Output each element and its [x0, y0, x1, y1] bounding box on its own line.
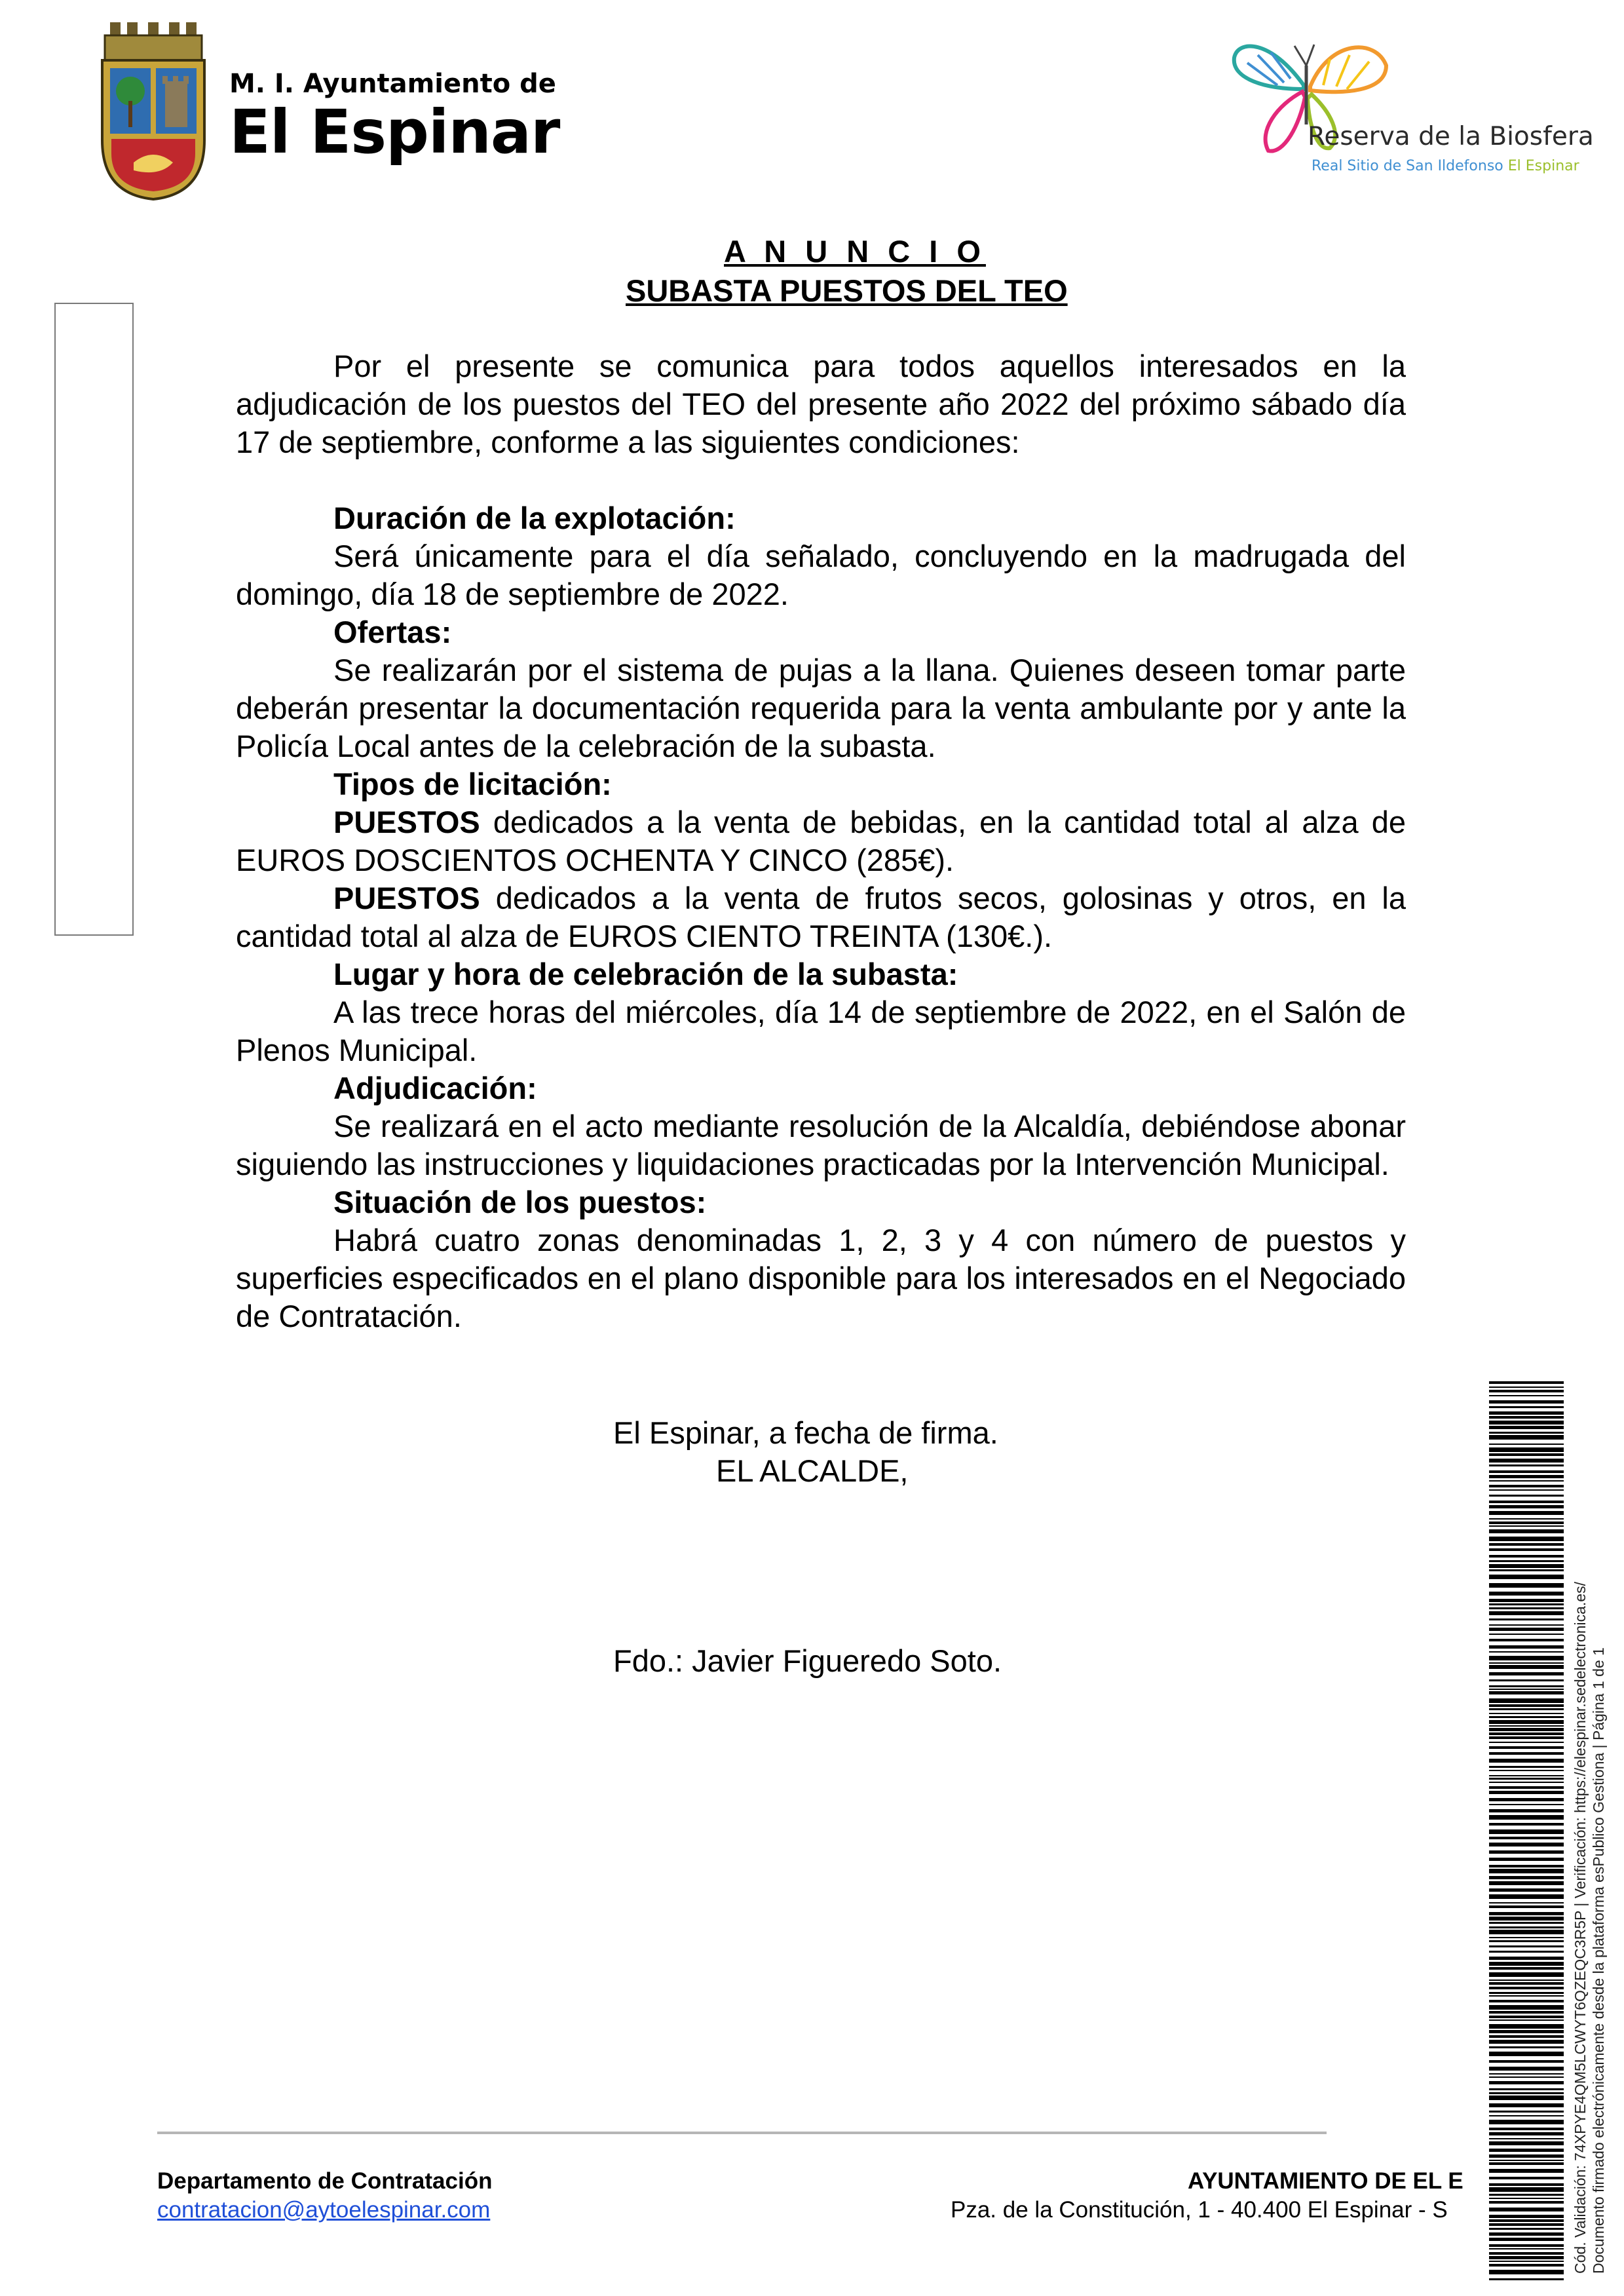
barcode-bar — [1489, 1759, 1564, 1763]
municipality-name — [229, 68, 559, 165]
barcode-bar — [1489, 2201, 1564, 2204]
barcode-bar — [1489, 1485, 1564, 1487]
adjudicacion-heading: Adjudicación: — [333, 1071, 537, 1105]
barcode-bar — [1489, 1525, 1564, 1527]
tipos-2-text: dedicados a la venta de frutos secos, golosinas y otros, en la cantidad total al alza de EUROS CIENTO TREINTA (130€.). — [236, 881, 1406, 953]
barcode-bar — [1489, 2160, 1564, 2161]
barcode-bar — [1489, 1967, 1564, 1970]
barcode-bar — [1489, 1720, 1564, 1724]
barcode-bar — [1489, 1962, 1564, 1966]
document-subtitle: SUBASTA PUESTOS DEL TEO — [626, 273, 1068, 308]
barcode-bar — [1489, 1791, 1564, 1794]
situacion-heading: Situación de los puestos: — [333, 1185, 707, 1219]
barcode-bar — [1489, 1770, 1564, 1771]
barcode-bar — [1489, 1850, 1564, 1854]
barcode-bar — [1489, 1902, 1564, 1904]
barcode-bar — [1489, 2111, 1564, 2113]
barcode-bar — [1489, 1453, 1564, 1456]
situacion-paragraph: Habrá cuatro zonas denominadas 1, 2, 3 y 4 con número de puestos y superficies especificados en el plano disponible para los interesados en el Negociado de Contratación. — [236, 1223, 1406, 1333]
barcode-bar — [1489, 2244, 1564, 2247]
signature-line: Fdo.: Javier Figueredo Soto. — [613, 1643, 1002, 1678]
barcode-icon — [1489, 1381, 1564, 2280]
ofertas-paragraph: Se realizarán por el sistema de pujas a la llana. Quienes deseen tomar parte deberán presentar la documentación requerida para la venta ambulante por y ante la Policía Local antes de la celebración de la subasta. — [236, 653, 1406, 763]
barcode-bar — [1489, 2149, 1564, 2152]
barcode-bar — [1489, 1809, 1564, 1812]
barcode-bar — [1489, 1742, 1564, 1743]
barcode-bar — [1489, 1495, 1564, 1497]
barcode-bar — [1489, 1672, 1564, 1675]
barcode-bar — [1489, 1583, 1564, 1588]
barcode-bar — [1489, 2232, 1564, 2236]
barcode-bar — [1489, 2154, 1564, 2158]
footer-department: Departamento de Contratación — [157, 2168, 493, 2194]
barcode-bar — [1489, 1411, 1564, 1415]
barcode-bar — [1489, 1869, 1564, 1873]
barcode-bar — [1489, 2088, 1564, 2090]
barcode-bar — [1489, 2024, 1564, 2029]
barcode-bar — [1489, 1708, 1564, 1710]
barcode-bar — [1489, 1917, 1564, 1921]
barcode-bar — [1489, 1992, 1564, 1994]
barcode-bar — [1489, 2138, 1564, 2139]
barcode-bar — [1489, 1548, 1564, 1551]
barcode-bar — [1489, 1470, 1564, 1473]
barcode-bar — [1489, 2162, 1564, 2165]
barcode-bar — [1489, 1725, 1564, 1727]
barcode-bar — [1489, 1628, 1564, 1631]
verification-line1: Cód. Validación: 74XPYE4QM5LCWYT6QZEQC3R5P | Verificación: https://elespinar.sedelectronica.es/ — [1572, 1582, 1589, 2274]
barcode-bar — [1489, 1435, 1564, 1440]
barcode-bar — [1489, 1930, 1564, 1934]
barcode-bar — [1489, 2128, 1564, 2130]
barcode-bar — [1489, 1432, 1564, 1434]
barcode-bar — [1489, 1529, 1564, 1533]
barcode-bar — [1489, 1685, 1564, 1687]
barcode-bar — [1489, 2219, 1564, 2222]
barcode-bar — [1489, 1823, 1564, 1826]
barcode-bar — [1489, 2103, 1564, 2107]
barcode-bar — [1489, 1829, 1564, 1834]
barcode-bar — [1489, 2005, 1564, 2010]
barcode-bar — [1489, 1922, 1564, 1924]
barcode-bar — [1489, 1537, 1564, 1541]
barcode-bar — [1489, 1611, 1564, 1615]
signer-role: EL ALCALDE, — [716, 1453, 909, 1488]
barcode-bar — [1489, 2183, 1564, 2186]
barcode-bar — [1489, 1381, 1564, 1384]
barcode-bar — [1489, 1444, 1564, 1445]
barcode-bar — [1489, 1607, 1564, 1609]
barcode-bar — [1489, 1713, 1564, 1714]
barcode-bar — [1489, 1980, 1564, 1981]
barcode-bar — [1489, 2169, 1564, 2173]
barcode-bar — [1489, 1951, 1564, 1953]
barcode-bar — [1489, 1569, 1564, 1571]
barcode-bar — [1489, 1651, 1564, 1653]
barcode-bar — [1489, 1798, 1564, 1801]
barcode-bar — [1489, 1645, 1564, 1649]
barcode-bar — [1489, 1815, 1564, 1820]
barcode-bar — [1489, 2278, 1564, 2280]
barcode-bar — [1489, 2115, 1564, 2116]
barcode-bar — [1489, 1698, 1564, 1703]
barcode-bar — [1489, 2177, 1564, 2179]
tipos-heading: Tipos de licitación: — [333, 767, 612, 801]
barcode-bar — [1489, 1543, 1564, 1546]
barcode-bar — [1489, 1480, 1564, 1482]
barcode-bar — [1489, 1689, 1564, 1690]
barcode-bar — [1489, 2073, 1564, 2075]
tipos-1-bold: PUESTOS — [333, 805, 480, 839]
barcode-bar — [1489, 1782, 1564, 1783]
barcode-bar — [1489, 2194, 1564, 2196]
barcode-bar — [1489, 1732, 1564, 1735]
barcode-bar — [1489, 2208, 1564, 2211]
barcode-bar — [1489, 1395, 1564, 1396]
barcode-bar — [1489, 2076, 1564, 2078]
barcode-bar — [1489, 1957, 1564, 1960]
tipos-2-bold: PUESTOS — [333, 881, 480, 915]
barcode-bar — [1489, 1489, 1564, 1491]
tipos-1-text: dedicados a la venta de bebidas, en la cantidad total al alza de EUROS DOSCIENTOS OCHENTA Y CINCO (285€). — [236, 805, 1406, 877]
barcode-bar — [1489, 1804, 1564, 1805]
lugar-heading: Lugar y hora de celebración de la subasta: — [333, 957, 958, 991]
barcode-bar — [1489, 2256, 1564, 2259]
barcode-bar — [1489, 2187, 1564, 2192]
barcode-bar — [1489, 1752, 1564, 1755]
barcode-bar — [1489, 1728, 1564, 1731]
barcode-bar — [1489, 1459, 1564, 1463]
barcode-bar — [1489, 1400, 1564, 1404]
barcode-bar — [1489, 2248, 1564, 2249]
barcode-bar — [1489, 1511, 1564, 1515]
barcode-bar — [1489, 1995, 1564, 1997]
barcode-bar — [1489, 2011, 1564, 2014]
barcode-bar — [1489, 1881, 1564, 1885]
biosphere-subtitle-part1: Real Sitio de San Ildefonso — [1312, 158, 1503, 174]
barcode-bar — [1489, 1937, 1564, 1938]
barcode-bar — [1489, 1447, 1564, 1452]
barcode-bar — [1489, 1639, 1564, 1641]
barcode-bar — [1489, 1837, 1564, 1839]
biosphere-title: Reserva de la Biosfera — [1308, 122, 1594, 151]
barcode-bar — [1489, 1888, 1564, 1892]
place-date: El Espinar, a fecha de firma. — [613, 1415, 998, 1450]
barcode-bar — [1489, 1736, 1564, 1739]
barcode-bar — [1489, 1716, 1564, 1718]
biosphere-subtitle-part2: El Espinar — [1507, 158, 1579, 174]
barcode-bar — [1489, 2095, 1564, 2100]
barcode-bar — [1489, 2132, 1564, 2135]
barcode-bar — [1489, 1665, 1564, 1669]
barcode-bar — [1489, 2228, 1564, 2230]
barcode-bar — [1489, 1560, 1564, 1562]
barcode-bar — [1489, 2067, 1564, 2071]
barcode-bar — [1489, 1945, 1564, 1947]
barcode-bar — [1489, 1390, 1564, 1392]
document-body — [236, 347, 1406, 1335]
barcode-bar — [1489, 2019, 1564, 2021]
barcode-bar — [1489, 2046, 1564, 2048]
ofertas-heading: Ofertas: — [333, 615, 452, 649]
barcode-bar — [1489, 1786, 1564, 1789]
barcode-bar — [1489, 1518, 1564, 1520]
barcode-bar — [1489, 2016, 1564, 2018]
barcode-bar — [1489, 1894, 1564, 1899]
barcode-bar — [1489, 1766, 1564, 1768]
barcode-bar — [1489, 1926, 1564, 1928]
coat-of-arms-icon — [97, 22, 210, 201]
barcode-bar — [1489, 1521, 1564, 1524]
barcode-bar — [1489, 1464, 1564, 1466]
barcode-bar — [1489, 1475, 1564, 1478]
verification-line2: Documento firmado electrónicamente desde la plataforma esPublico Gestiona | Página 1 de 1 — [1590, 1647, 1607, 2274]
barcode-bar — [1489, 2252, 1564, 2255]
duracion-paragraph: Será únicamente para el día señalado, concluyendo en la madrugada del domingo, día 18 de septiembre de 2022. — [236, 539, 1406, 611]
barcode-bar — [1489, 1426, 1564, 1429]
footer-organization: AYUNTAMIENTO DE EL E — [1188, 2168, 1463, 2194]
barcode-bar — [1489, 1387, 1564, 1388]
barcode-bar — [1489, 1575, 1564, 1579]
barcode-bar — [1489, 1624, 1564, 1626]
barcode-bar — [1489, 1940, 1564, 1942]
barcode-bar — [1489, 2081, 1564, 2084]
barcode-bar — [1489, 1778, 1564, 1780]
barcode-bar — [1489, 1905, 1564, 1908]
barcode-bar — [1489, 1865, 1564, 1867]
barcode-bar — [1489, 1501, 1564, 1503]
barcode-bar — [1489, 2198, 1564, 2199]
barcode-bar — [1489, 2120, 1564, 2124]
barcode-bar — [1489, 2030, 1564, 2033]
barcode-bar — [1489, 2238, 1564, 2241]
footer-address: Pza. de la Constitución, 1 - 40.400 El Espinar - S — [951, 2197, 1448, 2223]
document-title: A N U N C I O — [724, 234, 986, 269]
barcode-bar — [1489, 1599, 1564, 1602]
barcode-bar — [1489, 1876, 1564, 1879]
barcode-bar — [1489, 2261, 1564, 2262]
duracion-heading: Duración de la explotación: — [333, 501, 736, 535]
barcode-bar — [1489, 1416, 1564, 1419]
barcode-bar — [1489, 2141, 1564, 2145]
barcode-bar — [1489, 1592, 1564, 1596]
lugar-paragraph: A las trece horas del miércoles, día 14 de septiembre de 2022, en el Salón de Plenos Municipal. — [236, 995, 1406, 1067]
barcode-bar — [1489, 1505, 1564, 1508]
barcode-bar — [1489, 1775, 1564, 1776]
barcode-bar — [1489, 2000, 1564, 2002]
barcode-bar — [1489, 2040, 1564, 2044]
barcode-bar — [1489, 1421, 1564, 1425]
intro-paragraph: Por el presente se comunica para todos aquellos interesados en la adjudicación de los puestos del TEO del presente año 2022 del próximo sábado día 17 de septiembre, conforme a las siguientes condiciones: — [236, 349, 1406, 459]
margin-box — [54, 303, 134, 936]
barcode-bar — [1489, 2060, 1564, 2063]
barcode-bar — [1489, 2092, 1564, 2094]
barcode-bar — [1489, 1746, 1564, 1749]
barcode-bar — [1489, 1858, 1564, 1861]
barcode-bar — [1489, 1618, 1564, 1620]
barcode-bar — [1489, 1603, 1564, 1605]
tipos-paragraph-2 — [236, 879, 1406, 955]
verification-text — [1571, 1582, 1608, 2274]
barcode-bar — [1489, 1987, 1564, 1989]
footer-email-link[interactable]: contratacion@aytoelespinar.com — [157, 2197, 491, 2223]
barcode-bar — [1489, 2223, 1564, 2226]
tipos-paragraph-1 — [236, 803, 1406, 879]
barcode-bar — [1489, 1634, 1564, 1635]
adjudicacion-paragraph: Se realizará en el acto mediante resolución de la Alcaldía, debiéndose abonar siguiendo las instrucciones y liquidaciones practicadas por la Intervención Municipal. — [236, 1109, 1406, 1181]
barcode-bar — [1489, 1679, 1564, 1681]
barcode-bar — [1489, 1912, 1564, 1915]
barcode-bar — [1489, 2264, 1564, 2267]
barcode-bar — [1489, 2270, 1564, 2274]
barcode-bar — [1489, 1662, 1564, 1664]
barcode-bar — [1489, 2052, 1564, 2056]
barcode-bar — [1489, 1972, 1564, 1977]
barcode-bar — [1489, 1564, 1564, 1568]
barcode-bar — [1489, 1691, 1564, 1694]
barcode-bar — [1489, 2215, 1564, 2218]
barcode-bar — [1489, 1704, 1564, 1707]
barcode-bar — [1489, 2035, 1564, 2038]
barcode-bar — [1489, 1406, 1564, 1408]
biosphere-subtitle — [1312, 157, 1579, 176]
municipality-line2: El Espinar — [229, 97, 560, 167]
barcode-bar — [1489, 1656, 1564, 1660]
barcode-bar — [1489, 1982, 1564, 1985]
barcode-bar — [1489, 1555, 1564, 1558]
municipality-line1: M. I. Ayuntamiento de — [229, 69, 556, 99]
footer-divider — [157, 2132, 1327, 2134]
barcode-bar — [1489, 1843, 1564, 1846]
